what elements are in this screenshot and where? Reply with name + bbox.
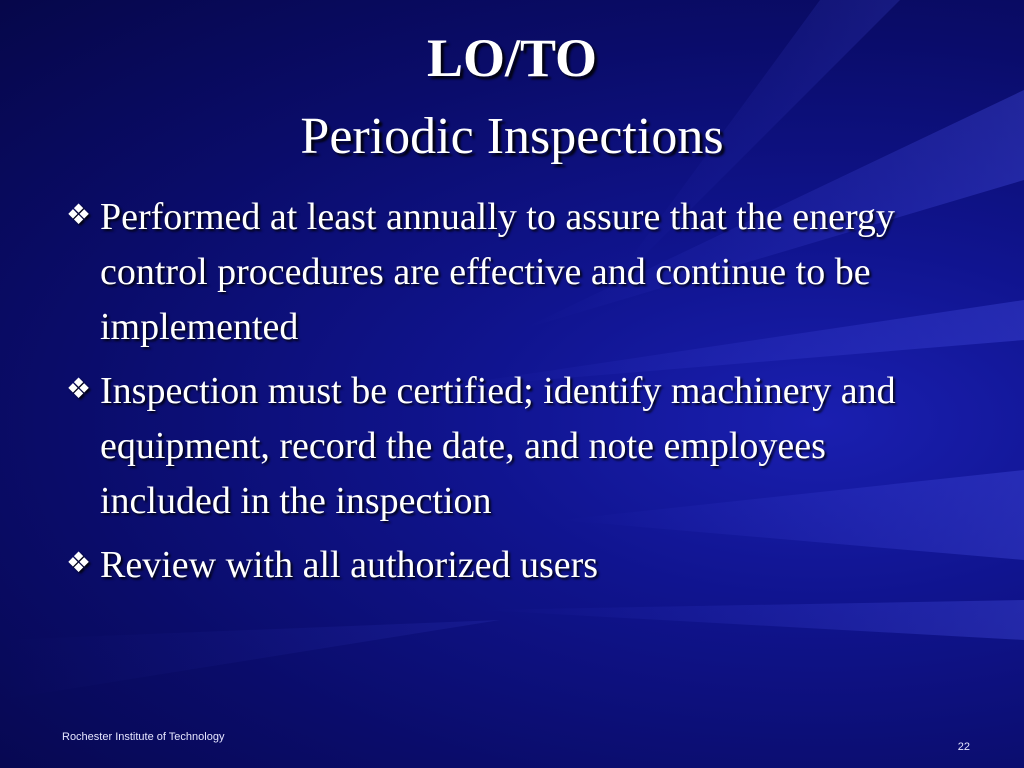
- diamond-bullet-icon: ❖: [66, 200, 92, 231]
- page-number: 22: [957, 741, 970, 753]
- bullet-list: [66, 190, 966, 602]
- diamond-bullet-icon: ❖: [66, 548, 92, 579]
- slide-subtitle: Periodic Inspections: [300, 108, 724, 165]
- bullet-text: Performed at least annually to assure that the energy control procedures are effective and continue to be implemented: [100, 196, 895, 348]
- bullet-text: Review with all authorized users: [100, 544, 599, 586]
- bullet-item: [66, 364, 966, 529]
- slide-title: LO/TO: [426, 28, 598, 88]
- bullet-item: [66, 538, 966, 593]
- bullet-item: [66, 190, 966, 355]
- diamond-bullet-icon: ❖: [66, 374, 92, 405]
- footer-institution: Rochester Institute of Technology: [62, 731, 225, 743]
- bullet-text: Inspection must be certified; identify machinery and equipment, record the date, and note employees included in the inspection: [100, 370, 896, 522]
